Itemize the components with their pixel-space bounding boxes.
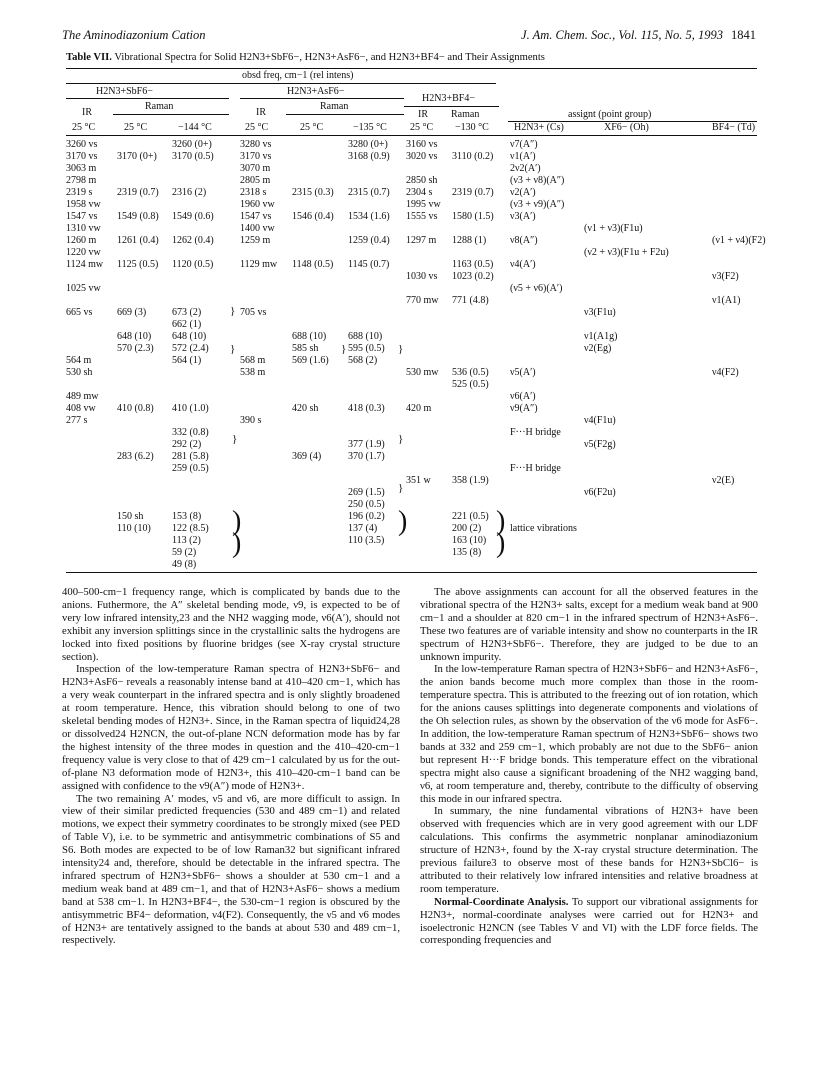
table-cell: 3260 vs (66, 139, 98, 150)
right-paragraph-2: In the low-temperature Raman spectra of H2N3+SbF6− and H2N3+AsF6−, the anion bands become much more complex than those in the room-temperature spectra. This is attributed to the freezing out of ion rotation, which for the anions causes splittings into degenerate components and violations of the Oh selection rules, as shown by the observation of the ν6 mode for AsF6−. In addition, the low-temperature Raman spectrum of H2N3+SbF6− shows two bands at 332 and 259 cm−1, which probably are not due to the SbF6− anion but represent H···F bridge bonds. This temperature effect on the vibrational spectra might also cause a significant broadening of the NH2 wagging band, ν6, at room temperature and, thereby, contribute to the difficulty of observing this mode in our infrared spectra. (420, 663, 758, 805)
table-cell: 153 (8) (172, 511, 202, 522)
table-cell: 390 s (240, 415, 262, 426)
table-cell: 525 (0.5) (452, 379, 489, 390)
table-cell: 530 sh (66, 367, 93, 378)
table-cell: 1260 m (66, 235, 97, 246)
table-cell: ν1(A′) (510, 151, 536, 162)
table-cell: 369 (4) (292, 451, 322, 462)
left-column-text (62, 586, 400, 947)
table-cell: 292 (2) (172, 439, 202, 450)
table-cell: (ν1 + ν3)(F1u) (584, 223, 643, 234)
table-cell: 2ν2(A′) (510, 163, 541, 174)
table-cell: ν6(F2u) (584, 487, 616, 498)
raman-header-1: Raman (145, 101, 174, 112)
right-column-text (420, 586, 758, 947)
table-cell: 1310 vw (66, 223, 101, 234)
table-cell: 569 (1.6) (292, 355, 329, 366)
table-cell: 3280 (0+) (348, 139, 388, 150)
table-cell: 1580 (1.5) (452, 211, 494, 222)
table-cell: ν7(A″) (510, 139, 538, 150)
table-cell: F···H bridge (510, 463, 561, 474)
temp-8: −130 °C (455, 122, 489, 133)
table-cell: 3110 (0.2) (452, 151, 494, 162)
table-cell: 1400 vw (240, 223, 275, 234)
table-cell: 358 (1.9) (452, 475, 489, 486)
table-cell: 568 (2) (348, 355, 378, 366)
table-cell: 1995 vw (406, 199, 441, 210)
table-cell: 196 (0.2) (348, 511, 385, 522)
right-paragraph-1: The above assignments can account for all the observed features in the vibrational spectra of the H2N3+ salts, except for a medium weak band at 900 cm−1 and a shoulder at 820 cm−1 in the infrared spectrum of H2N3+AsF6−. These two features are of variable intensity and show no counterparts in the IR spectrum of H2N3+SbF6−. Therefore, they are judged to be due to an unknown impurity. (420, 586, 758, 663)
table-cell: 3170 vs (66, 151, 98, 162)
table-cell: (ν2 + ν3)(F1u + F2u) (584, 247, 669, 258)
assign-col-h2n3: H2N3+ (Cs) (514, 122, 564, 133)
table-cell: 568 m (240, 355, 266, 366)
table-cell: 3063 m (66, 163, 97, 174)
table-cell: 595 (0.5) (348, 343, 385, 354)
table-cell: 259 (0.5) (172, 463, 209, 474)
temp-7: 25 °C (410, 122, 434, 133)
table-cell: 1288 (1) (452, 235, 487, 246)
table-cell: 2315 (0.3) (292, 187, 334, 198)
table-cell: 277 s (66, 415, 88, 426)
table-cell: 1297 m (406, 235, 437, 246)
table-cell: 200 (2) (452, 523, 482, 534)
brace-595: } (398, 343, 404, 355)
group-header-bf4: H2N3+BF4− (422, 93, 475, 104)
table-cell: 1148 (0.5) (292, 259, 334, 270)
page-number: 1841 (731, 28, 756, 42)
temp-5: 25 °C (300, 122, 324, 133)
table-cell: ν5(A′) (510, 367, 536, 378)
brace-lattice-bf4: ) (496, 506, 506, 537)
table-cell: 2798 m (66, 175, 97, 186)
table-cell: 281 (5.8) (172, 451, 209, 462)
table-cell: 150 sh (117, 511, 144, 522)
brace-377: } (398, 433, 404, 445)
left-paragraph-3: The two remaining A′ modes, ν5 and ν6, are more difficult to assign. In view of their similar predicted frequencies (530 and 489 cm−1) and related motions, we expect their symmetry coordinates to be strongly mixed (see PED of Table V), i.e. to be symmetric and antisymmetric combinations of S5 and S6. Both modes are expected to be of low Raman32 but significant infrared intensity24 and, therefore, should be detectable in the infrared spectra. The infrared spectrum of H2N3+SbF6− shows a shoulder at 530 cm−1 and a medium weak band at 489 cm−1, and that of H2N3+AsF6− shows a medium band at 538 cm−1. In H2N3+BF4−, the 530-cm−1 region is obscured by the antisymmetric BF4− deformation, ν4(F2). Consequently, the ν5 and ν6 modes of H2N3+ are tentatively assigned to the bands at about 530 and 489 cm−1, respectively. (62, 792, 400, 947)
table-cell: 1262 (0.4) (172, 235, 214, 246)
table-cell: 3170 vs (240, 151, 272, 162)
table-cell: (ν3 + ν8)(A″) (510, 175, 565, 186)
table-cell: ν2(A′) (510, 187, 536, 198)
table-cell: 110 (10) (117, 523, 151, 534)
table-cell: 564 m (66, 355, 92, 366)
table-cell: (ν1 + ν4)(F2) (712, 235, 766, 246)
table-cell: 3020 vs (406, 151, 438, 162)
raman-header-3: Raman (451, 109, 480, 120)
table-cell: 662 (1) (172, 319, 202, 330)
nca-heading: Normal-Coordinate Analysis. (434, 895, 569, 908)
right-paragraph-3: In summary, the nine fundamental vibrations of H2N3+ have been observed with frequencies which are in very good agreement with our LDF calculations. This confirms the asymmetric nonplanar aminodiazonium structure of H2N3+, found by the X-ray crystal structure determination. The previous failure3 to observe most of these bands for H2N3+SbCl6− is attributed to their relatively low infrared intensities and relative broadness at room temperature. (420, 805, 758, 895)
table-cell: 1960 vw (240, 199, 275, 210)
table-cell: 269 (1.5) (348, 487, 385, 498)
table-cell: 420 m (406, 403, 432, 414)
table-cell: 408 vw (66, 403, 96, 414)
table-cell: ν3(F1u) (584, 307, 616, 318)
table-cell: 530 mw (406, 367, 439, 378)
table-cell: 163 (10) (452, 535, 487, 546)
table-cell: ν3(F2) (712, 271, 739, 282)
table-cell: 1025 vw (66, 283, 101, 294)
brace-292: } (232, 433, 238, 445)
table-cell: 572 (2.4) (172, 343, 209, 354)
table-cell: 1958 vw (66, 199, 101, 210)
table-cell: 2304 s (406, 187, 433, 198)
table-cell: ν3(A′) (510, 211, 536, 222)
table-cell: 570 (2.3) (117, 343, 154, 354)
table-cell: 648 (10) (117, 331, 152, 342)
table-cell: 3170 (0.5) (172, 151, 214, 162)
table-label: Table VII. (66, 52, 112, 63)
table-cell: 536 (0.5) (452, 367, 489, 378)
brace-lattice-sbf6: ) (232, 506, 242, 537)
table-cell: 1163 (0.5) (452, 259, 494, 270)
table-cell: 1547 vs (240, 211, 272, 222)
table-cell: 59 (2) (172, 547, 197, 558)
table-cell: 49 (8) (172, 559, 197, 570)
table-cell: 1534 (1.6) (348, 211, 390, 222)
table-cell: 410 (1.0) (172, 403, 209, 414)
table-cell: 1125 (0.5) (117, 259, 159, 270)
table-cell: F···H bridge (510, 427, 561, 438)
ir-header-2: IR (256, 107, 266, 118)
brace-572: } (230, 343, 236, 355)
brace-lattice-bf4-lower: ) (496, 528, 506, 559)
brace-lattice-asf6: ) (398, 506, 408, 537)
table-cell: 1546 (0.4) (292, 211, 334, 222)
raman-header-2: Raman (320, 101, 349, 112)
temp-3: −144 °C (178, 122, 212, 133)
obsd-header: obsd freq, cm−1 (rel intens) (242, 70, 354, 81)
table-cell: 3280 vs (240, 139, 272, 150)
assign-header: assignt (point group) (568, 109, 652, 120)
table-cell: 489 mw (66, 391, 99, 402)
table-cell: ν4(A′) (510, 259, 536, 270)
brace-269: } (398, 482, 404, 494)
table-cell: 648 (10) (172, 331, 207, 342)
table-cell: 585 sh (292, 343, 319, 354)
table-cell: 137 (4) (348, 523, 378, 534)
table-caption-text: Vibrational Spectra for Solid H2N3+SbF6−, H2N3+AsF6−, and H2N3+BF4− and Their Assignments (114, 52, 545, 63)
table-cell: 1120 (0.5) (172, 259, 214, 270)
table-cell: 1220 vw (66, 247, 101, 258)
table-cell: ν5(F2g) (584, 439, 616, 450)
table-cell: ν4(F2) (712, 367, 739, 378)
table-cell: 3168 (0.9) (348, 151, 390, 162)
group-header-sbf6: H2N3+SbF6− (96, 86, 153, 97)
table-cell: 351 w (406, 475, 431, 486)
brace-585: } (341, 343, 347, 355)
table-cell: 2315 (0.7) (348, 187, 390, 198)
table-cell: 110 (3.5) (348, 535, 385, 546)
table-cell: ν8(A″) (510, 235, 538, 246)
assign-col-bf4: BF4− (Td) (712, 122, 756, 133)
table-bottom-rule (66, 572, 757, 573)
ir-header-1: IR (82, 107, 92, 118)
table-cell: 1129 mw (240, 259, 278, 270)
assign-col-xf6: XF6− (Oh) (604, 122, 649, 133)
table-cell: (ν3 + ν9)(A″) (510, 199, 565, 210)
table-cell: 2319 (0.7) (452, 187, 494, 198)
citation-text: J. Am. Chem. Soc., Vol. 115, No. 5, 1993 (521, 28, 723, 42)
nca-paragraph (420, 896, 758, 948)
table-cell: 1547 vs (66, 211, 98, 222)
table-cell: 420 sh (292, 403, 319, 414)
table-cell: ν9(A″) (510, 403, 538, 414)
temp-4: 25 °C (245, 122, 269, 133)
table-cell: 688 (10) (348, 331, 383, 342)
table-cell: 221 (0.5) (452, 511, 489, 522)
table-cell: (ν5 + ν6)(A′) (510, 283, 563, 294)
table-cell: 688 (10) (292, 331, 327, 342)
nca-text: To support our vibrational assignments for H2N3+, normal-coordinate analyses were carried out for H2N3+ and isoelectronic H2NCN (see Tables V and VI) with the LDF force fields. The corresponding frequencies and (420, 895, 758, 947)
table-cell: 2318 s (240, 187, 267, 198)
table-cell: 1145 (0.7) (348, 259, 390, 270)
table-cell: 332 (0.8) (172, 427, 209, 438)
table-cell: 1259 (0.4) (348, 235, 390, 246)
table-cell: 1259 m (240, 235, 271, 246)
table-cell: 410 (0.8) (117, 403, 154, 414)
table-cell: 538 m (240, 367, 266, 378)
table-cell: ν6(A′) (510, 391, 536, 402)
table-cell: 1030 vs (406, 271, 438, 282)
brace-673: } (230, 305, 236, 317)
table-cell: ν1(A1) (712, 295, 741, 306)
table-cell: ν2(Eg) (584, 343, 612, 354)
table-cell: ν1(A1g) (584, 331, 618, 342)
left-paragraph-1: 400–500-cm−1 frequency range, which is complicated by bands due to the anions. Futhermore, the A″ skeletal bending mode, ν9, is expected to be of very low infrared intensity,23 and the NH2 wagging mode, ν6(A′), should not exhibit any inversion splittings since in the crystallinic salts the hydrogens are locked into fixed positions by fluorine bridges (see X-ray crystal structure section). (62, 586, 400, 663)
table-cell: ν4(F1u) (584, 415, 616, 426)
table-cell: 3170 (0+) (117, 151, 157, 162)
table-cell: 1124 mw (66, 259, 104, 270)
table-cell: 1555 vs (406, 211, 438, 222)
table-cell: 770 mw (406, 295, 439, 306)
table-cell: ν2(E) (712, 475, 735, 486)
table-cell: 135 (8) (452, 547, 482, 558)
temp-2: 25 °C (124, 122, 148, 133)
temp-6: −135 °C (353, 122, 387, 133)
table-cell: 3160 vs (406, 139, 438, 150)
table-cell: 1549 (0.8) (117, 211, 159, 222)
table-cell: 250 (0.5) (348, 499, 385, 510)
table-cell: 122 (8.5) (172, 523, 209, 534)
table-cell: 2319 s (66, 187, 93, 198)
table-cell: 3260 (0+) (172, 139, 212, 150)
table-cell: 564 (1) (172, 355, 202, 366)
group-header-asf6: H2N3+AsF6− (287, 86, 345, 97)
journal-section-title: The Aminodiazonium Cation (62, 28, 206, 42)
temp-1: 25 °C (72, 122, 96, 133)
table-cell: 673 (2) (172, 307, 202, 318)
table-cell: 669 (3) (117, 307, 147, 318)
table-cell: lattice vibrations (510, 523, 577, 534)
table-cell: 2319 (0.7) (117, 187, 159, 198)
table-cell: 283 (6.2) (117, 451, 154, 462)
table-cell: 1261 (0.4) (117, 235, 159, 246)
table-cell: 771 (4.8) (452, 295, 489, 306)
table-cell: 113 (2) (172, 535, 201, 546)
table-cell: 3070 m (240, 163, 271, 174)
table-cell: 418 (0.3) (348, 403, 385, 414)
table-cell: 665 vs (66, 307, 93, 318)
table-cell: 705 vs (240, 307, 267, 318)
table-cell: 370 (1.7) (348, 451, 385, 462)
table-cell: 2805 m (240, 175, 271, 186)
table-cell: 1023 (0.2) (452, 271, 494, 282)
brace-lattice-sbf6-lower: ) (232, 528, 242, 559)
ir-header-3: IR (418, 109, 428, 120)
left-paragraph-2: Inspection of the low-temperature Raman spectra of H2N3+SbF6− and H2N3+AsF6− reveals a reasonably intense band at 410–420 cm−1, which has a very weak counterpart in the infrared spectra and is only slightly broadened at room temperature. Hence, this vibration should belong to one of two skeletal bending modes of H2N3+. Since, in the Raman spectra of liquid24,28 or dissolved24 H2NCN, the out-of-plane NCN deformation mode has by far the highest intensity of the three modes in question and the 410–420-cm−1 frequency value is very close to that of 429 cm−1 calculated by us for the out-of-plane N3 deformation mode of H2N3+, this 410–420-cm−1 band can be assigned with confidence to the ν9(A″) mode of H2N3+. (62, 663, 400, 792)
table-cell: 1549 (0.6) (172, 211, 214, 222)
table-cell: 2316 (2) (172, 187, 207, 198)
table-cell: 377 (1.9) (348, 439, 385, 450)
table-cell: 2850 sh (406, 175, 438, 186)
